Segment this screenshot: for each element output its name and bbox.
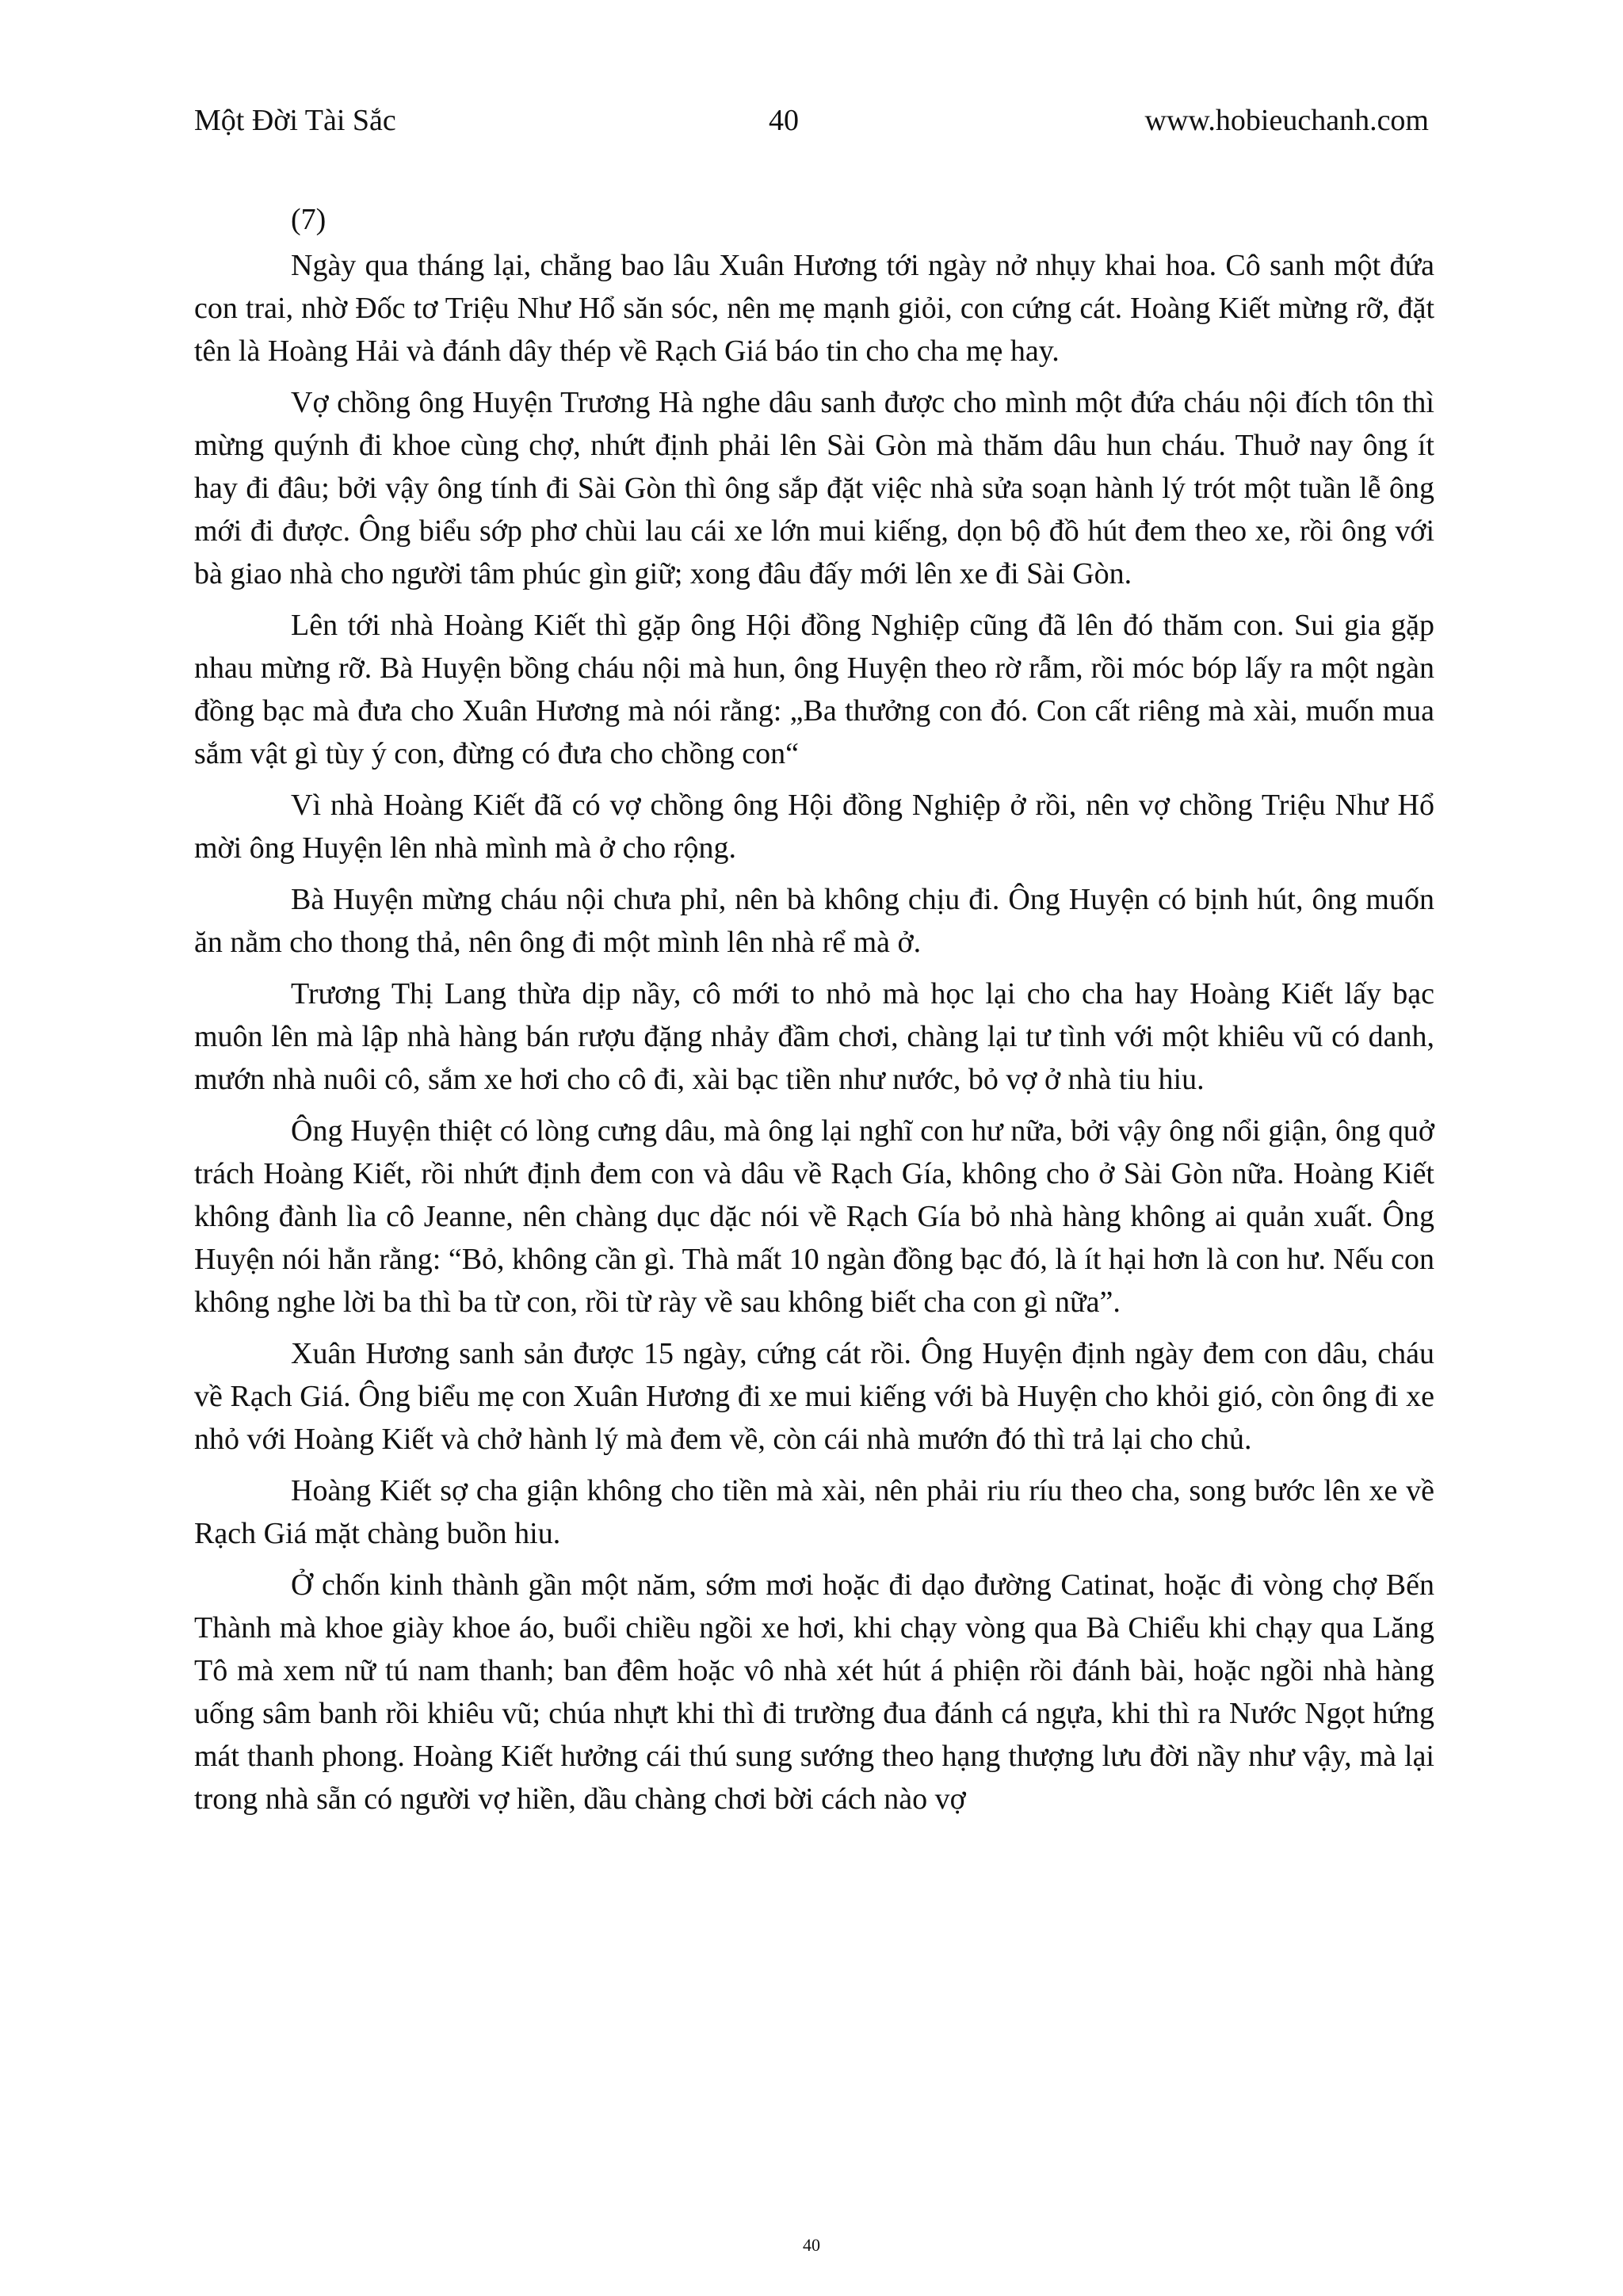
website-link[interactable]: www.hobieuchanh.com xyxy=(1144,104,1429,137)
paragraph-2: Vợ chồng ông Huyện Trương Hà nghe dâu sanh được cho mình một đứa cháu nội đích tôn thì mừng quýnh đi khoe cùng chợ, nhứt định phải lên Sài Gòn mà thăm dâu hun cháu. Thuở nay ông ít hay đi đâu; bởi vậy ông tính đi Sài Gòn thì ông sắp đặt việc nhà sửa soạn hành lý trót một tuần lễ ông mới đi được. Ông biểu sớp phơ chùi lau cái xe lớn mui kiếng, dọn bộ đồ hút đem theo xe, rồi ông với bà giao nhà cho người tâm phúc gìn giữ; xong đâu đấy mới lên xe đi Sài Gòn. xyxy=(194,386,1434,590)
paragraph-7: Ông Huyện thiệt có lòng cưng dâu, mà ông lại nghĩ con hư nữa, bởi vậy ông nổi giận, ông quở trách Hoàng Kiết, rồi nhứt định đem con và dâu về Rạch Gía, không cho ở Sài Gòn nữa. Hoàng Kiết không đành lìa cô Jeanne, nên chàng dục dặc nói về Rạch Gía bỏ nhà hàng không ai quản xuất. Ông Huyện nói hẳn rằng: “Bỏ, không cần gì. Thà mất 10 ngàn đồng bạc đó, là ít hại hơn là con hư. Nếu con không nghe lời ba thì ba từ con, rồi từ rày về sau không biết cha con gì nữa”. xyxy=(194,1114,1434,1319)
paragraph-9: Hoàng Kiết sợ cha giận không cho tiền mà xài, nên phải riu ríu theo cha, song bước lên xe về Rạch Giá mặt chàng buồn hiu. xyxy=(194,1474,1434,1550)
chapter-marker: (7) xyxy=(291,203,327,236)
paragraph-6: Trương Thị Lang thừa dịp nầy, cô mới to nhỏ mà học lại cho cha hay Hoàng Kiết lấy bạc muôn lên mà lập nhà hàng bán rượu đặng nhảy đầm chơi, chàng lại tư tình với một khiêu vũ có danh, mướn nhà nuôi cô, sắm xe hơi cho cô đi, xài bạc tiền như nước, bỏ vợ ở nhà tiu hiu. xyxy=(194,977,1434,1096)
paragraph-3: Lên tới nhà Hoàng Kiết thì gặp ông Hội đồng Nghiệp cũng đã lên đó thăm con. Sui gia gặp nhau mừng rỡ. Bà Huyện bồng cháu nội mà hun, ông Huyện theo rờ rẫm, rồi móc bóp lấy ra một ngàn đồng bạc mà đưa cho Xuân Hương mà nói rằng: „Ba thưởng con đó. Con cất riêng mà xài, muốn mua sắm vật gì tùy ý con, đừng có đưa cho chồng con“ xyxy=(194,609,1434,770)
header-page-number: 40 xyxy=(769,104,799,137)
paragraph-5: Bà Huyện mừng cháu nội chưa phỉ, nên bà không chịu đi. Ông Huyện có bịnh hút, ông muốn ăn nằm cho thong thả, nên ông đi một mình lên nhà rể mà ở. xyxy=(194,883,1434,959)
paragraph-4: Vì nhà Hoàng Kiết đã có vợ chồng ông Hội đồng Nghiệp ở rồi, nên vợ chồng Triệu Như Hổ mời ông Huyện lên nhà mình mà ở cho rộng. xyxy=(194,789,1434,865)
book-title: Một Đời Tài Sắc xyxy=(194,104,396,137)
footer-page-number: 40 xyxy=(803,2235,820,2255)
page-header xyxy=(194,97,1429,144)
paragraph-8: Xuân Hương sanh sản được 15 ngày, cứng cát rồi. Ông Huyện định ngày đem con dâu, cháu về Rạch Giá. Ông biểu mẹ con Xuân Hương đi xe mui kiếng với bà Huyện cho khỏi gió, còn ông đi xe nhỏ với Hoàng Kiết và chở hành lý mà đem về, còn cái nhà mướn đó thì trả lại cho chủ. xyxy=(194,1337,1434,1456)
paragraph-1: Ngày qua tháng lại, chẳng bao lâu Xuân Hương tới ngày nở nhụy khai hoa. Cô sanh một đứa con trai, nhờ Đốc tơ Triệu Như Hổ săn sóc, nên mẹ mạnh giỏi, con cứng cát. Hoàng Kiết mừng rỡ, đặt tên là Hoàng Hải và đánh dây thép về Rạch Giá báo tin cho cha mẹ hay. xyxy=(194,249,1434,368)
chapter-body xyxy=(194,198,1434,1829)
paragraph-10: Ở chốn kinh thành gần một năm, sớm mơi hoặc đi dạo đường Catinat, hoặc đi vòng chợ Bến Thành mà khoe giày khoe áo, buổi chiều ngồi xe hơi, khi chạy vòng qua Bà Chiểu khi chạy qua Lăng Tô mà xem nữ tú nam thanh; ban đêm hoặc vô nhà xét hút á phiện rồi đánh bài, hoặc ngồi nhà hàng uống sâm banh rồi khiêu vũ; chúa nhựt khi thì đi trường đua đánh cá ngựa, khi thì ra Nước Ngọt hứng mát thanh phong. Hoàng Kiết hưởng cái thú sung sướng theo hạng thượng lưu đời nầy như vậy, mà lại trong nhà sẵn có người vợ hiền, dầu chàng chơi bời cách nào vợ xyxy=(194,1568,1434,1816)
